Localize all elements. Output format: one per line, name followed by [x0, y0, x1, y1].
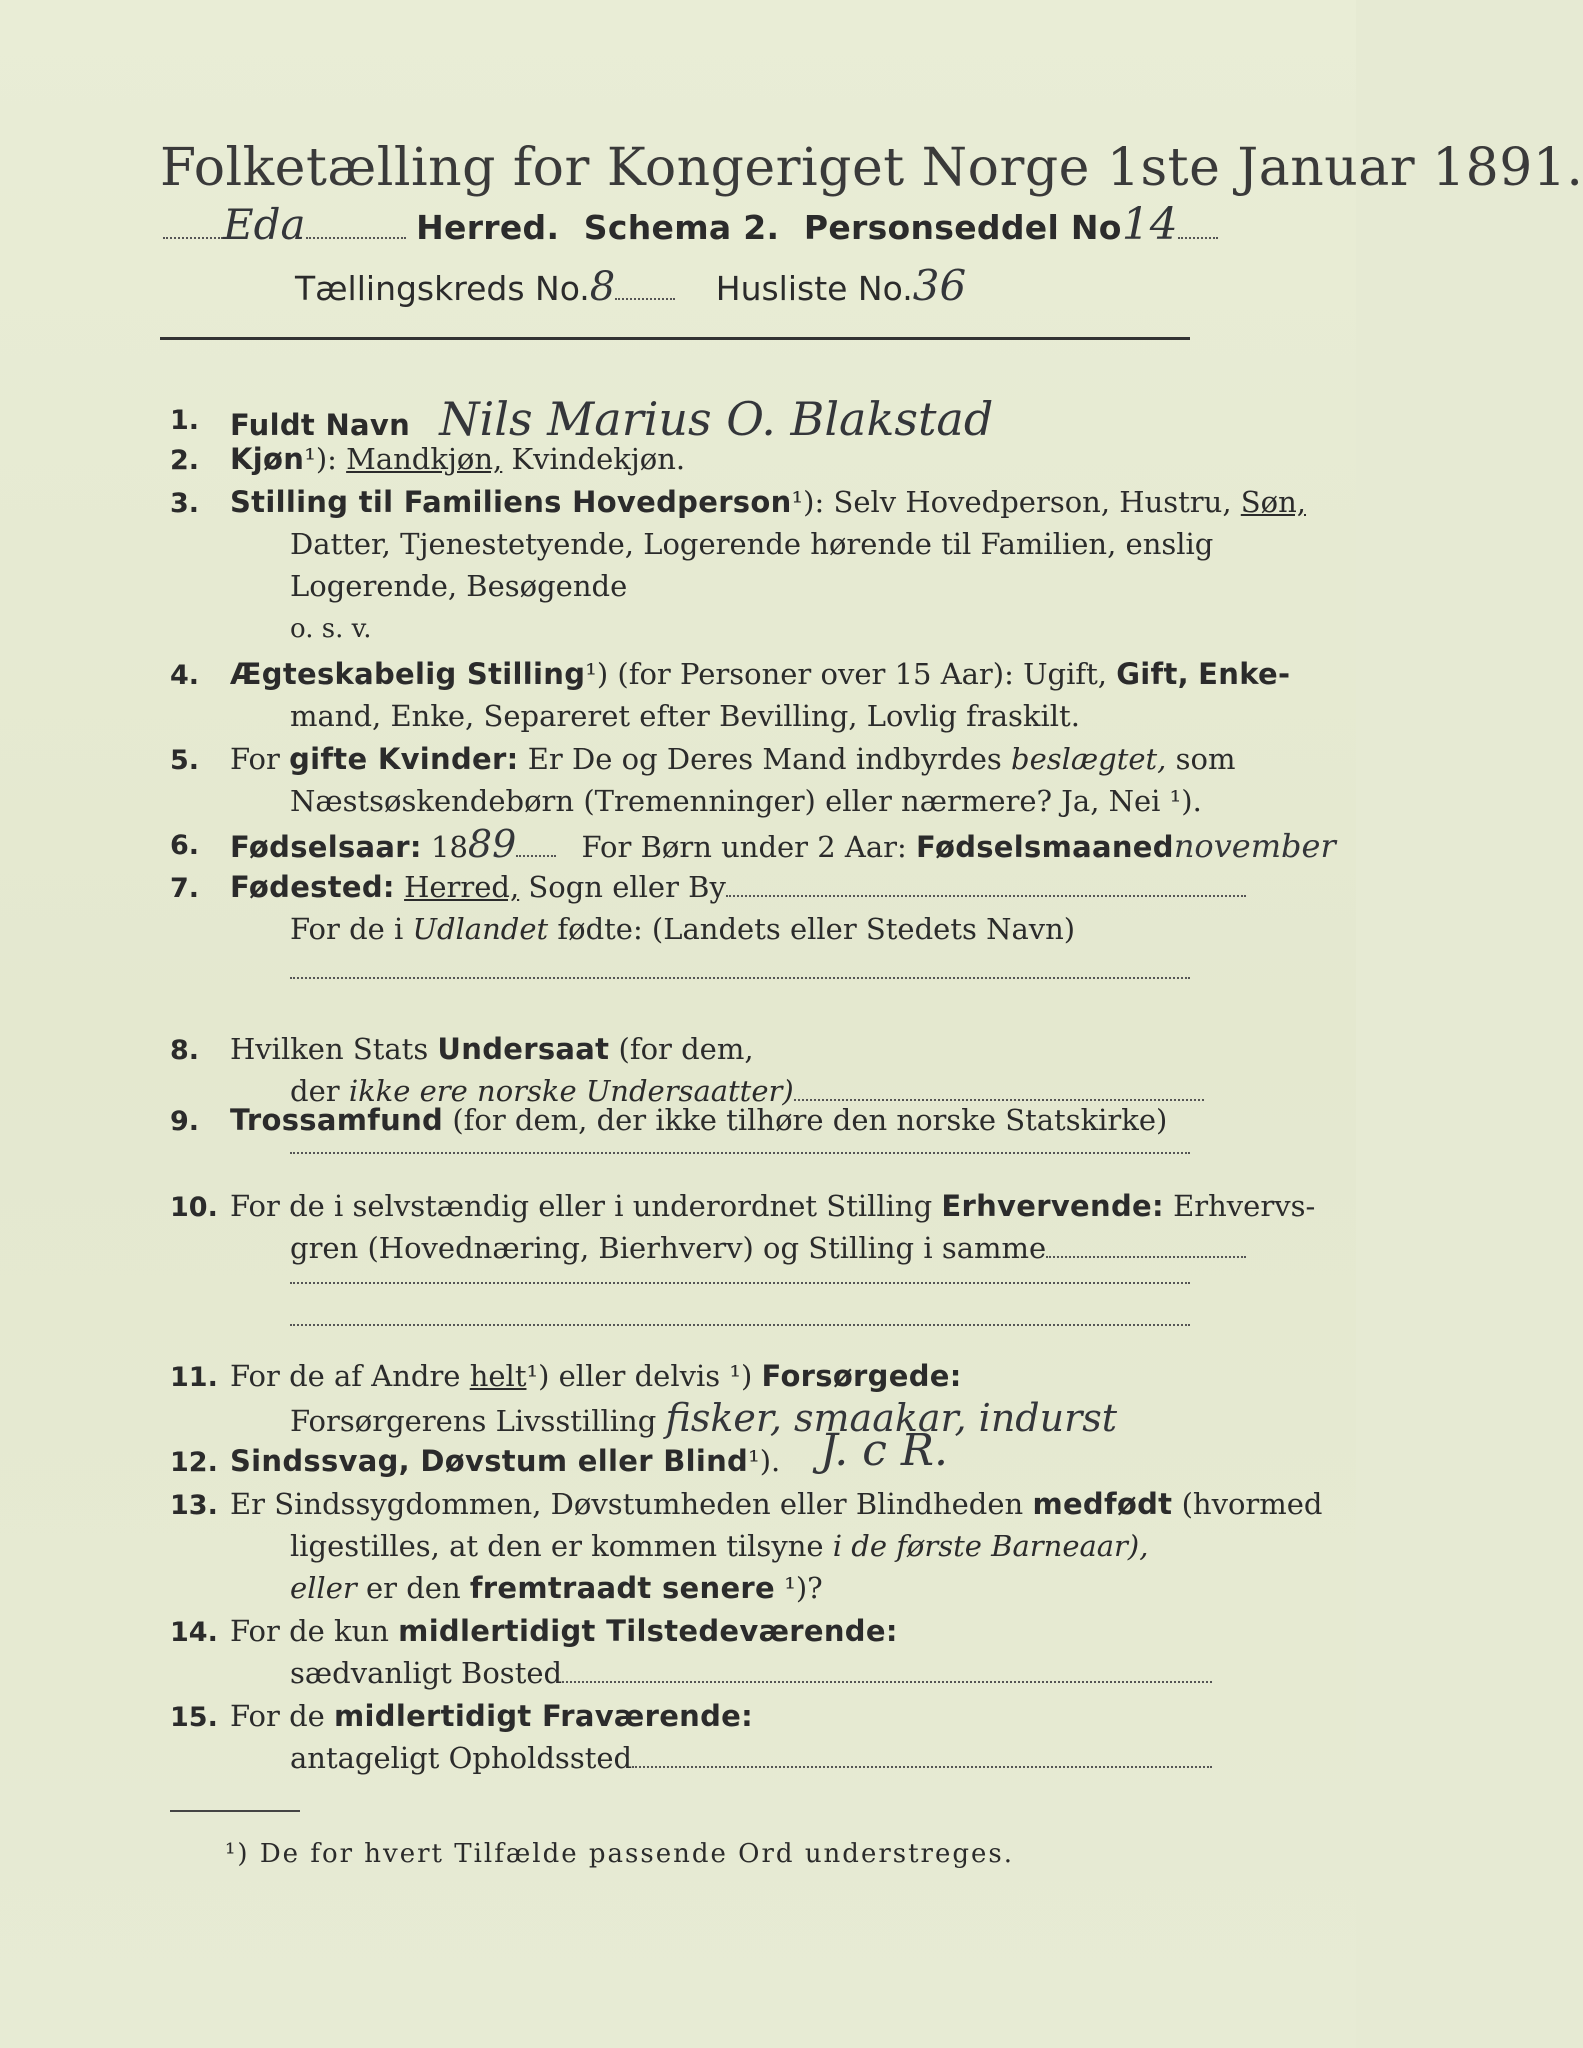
q15-row2: [290, 1739, 1212, 1777]
q10-lead: For de i selvstændig eller i underordnet Stilling: [230, 1189, 933, 1223]
q9-blank-line: [290, 1150, 1190, 1154]
q4-text: ¹) (for Personer over 15 Aar): Ugift,: [585, 657, 1107, 691]
q5-som: som: [1175, 742, 1236, 776]
q1-number: 1.: [170, 405, 200, 436]
q1-value: Nils Marius O. Blakstad: [439, 392, 994, 446]
q12-sup: ¹).: [748, 1444, 781, 1478]
q14-row2: [290, 1654, 1212, 1692]
q8-label: Undersaat: [437, 1032, 610, 1066]
q5-text: Er De og Deres Mand indbyrdes: [527, 742, 1002, 776]
q3-number: 3.: [170, 488, 200, 519]
q13-number: 13.: [170, 1490, 218, 1521]
q11-row1: [230, 1357, 962, 1395]
q4-enke: Enke-: [1198, 657, 1291, 691]
q7-blank-line: [290, 975, 1190, 979]
q10-row2: [290, 1229, 1246, 1267]
q8-number: 8.: [170, 1035, 200, 1066]
q15-label: midlertidigt Fraværende:: [334, 1699, 754, 1733]
q8-l2b: ikke ere norske Undersaatter): [348, 1074, 794, 1108]
q11-number: 11.: [170, 1362, 218, 1393]
q3-row4: o. s. v.: [290, 614, 372, 644]
q6-month-value: november: [1173, 827, 1336, 865]
q8-l1: (for dem,: [618, 1032, 754, 1066]
q6-year-value: 89: [467, 822, 517, 866]
q8-lead: Hvilken Stats: [230, 1032, 429, 1066]
q3-row2: Datter, Tjenestetyende, Logerende hørende til Familien, enslig: [290, 527, 1214, 561]
header-rule: [160, 337, 1190, 340]
herred-label: Herred.: [416, 208, 560, 247]
footnote: ¹) De for hvert Tilfælde passende Ord understreges.: [225, 1839, 1015, 1869]
q3-row1: [230, 483, 1306, 521]
q2-sup: ¹):: [304, 442, 337, 476]
q2-option-mandkjon: Mandkjøn,: [346, 442, 503, 476]
q7-row2: [290, 910, 1075, 948]
q11-mid: ¹) eller delvis ¹): [526, 1359, 753, 1393]
q12-handwritten-mark: J. c R.: [820, 1425, 948, 1476]
personseddel-value: 14: [1121, 199, 1178, 250]
q10-number: 10.: [170, 1192, 218, 1223]
q6-year-prefix: 18: [431, 830, 468, 864]
q13-row3: [290, 1569, 823, 1607]
q13-l3c: ¹)?: [784, 1571, 823, 1605]
q15-l2: antageligt Opholdssted: [290, 1741, 633, 1775]
q2-label: Kjøn: [230, 442, 305, 476]
q15-number: 15.: [170, 1702, 218, 1733]
q12-row: [230, 1442, 780, 1480]
q11-lead: For de af Andre: [230, 1359, 461, 1393]
herred-row: [163, 199, 1218, 250]
husliste-value: 36: [912, 261, 967, 310]
q9-text: (for dem, der ikke tilhøre den norske Statskirke): [452, 1103, 1168, 1137]
q11-label: Forsørgede:: [761, 1359, 962, 1393]
form-title: Folketælling for Kongeriget Norge 1ste Januar 1891.: [160, 138, 1583, 198]
personseddel-label: Personseddel No: [803, 208, 1122, 247]
q9-number: 9.: [170, 1106, 200, 1137]
q10-row1: [230, 1187, 1315, 1225]
q2-row: [230, 440, 685, 478]
q14-l2: sædvanligt Bosted: [290, 1656, 563, 1690]
q5-row1: [230, 740, 1235, 778]
q8-l2a: der: [290, 1074, 340, 1108]
q13-l3b: er den: [365, 1571, 461, 1605]
q13-l2a: ligestilles, at den er kommen tilsyne: [290, 1529, 824, 1563]
q5-lead: For: [230, 742, 280, 776]
q13-fremtraadt: fremtraadt senere: [469, 1571, 775, 1605]
kreds-row: [295, 261, 967, 310]
q6-mid: For Børn under 2 Aar:: [581, 830, 907, 864]
q11-l2: Forsørgerens Livsstilling: [290, 1404, 657, 1438]
q9-row: [230, 1101, 1167, 1139]
q5-beslaegtet: beslægtet,: [1011, 742, 1167, 776]
q10-label: Erhvervende:: [941, 1189, 1164, 1223]
q14-label: midlertidigt Tilstedeværende:: [398, 1614, 898, 1648]
q10-tail: Erhvervs-: [1173, 1189, 1316, 1223]
herred-value: Eda: [223, 200, 306, 249]
q6-row: [230, 822, 1336, 866]
q6-label: Fødselsaar:: [230, 830, 422, 864]
q3-sup: ¹):: [791, 485, 825, 519]
q13-row1: [230, 1485, 1323, 1523]
q7-row1: [230, 868, 1246, 906]
q7-l2b: Udlandet: [412, 912, 549, 946]
q7-l2a: For de i: [290, 912, 404, 946]
q3-label: Stilling til Familiens Hovedperson: [230, 485, 792, 519]
footnote-rule: [170, 1810, 300, 1812]
kreds-value: 8: [589, 264, 616, 310]
q10-l2: gren (Hovednæring, Bierhverv) og Stilling i samme: [290, 1231, 1047, 1265]
q7-number: 7.: [170, 873, 200, 904]
q6-label2: Fødselsmaaned: [916, 830, 1174, 864]
q8-row1: [230, 1030, 754, 1068]
q13-l3a: eller: [290, 1571, 357, 1605]
q12-label: Sindssvag, Døvstum eller Blind: [230, 1444, 749, 1478]
q13-medfodt: medfødt: [1032, 1487, 1173, 1521]
q14-lead: For de kun: [230, 1614, 389, 1648]
q15-lead: For de: [230, 1699, 325, 1733]
q15-row1: [230, 1697, 753, 1735]
q5-number: 5.: [170, 745, 200, 776]
q10-blank-line-1: [290, 1280, 1190, 1284]
q11-value: fisker, smaakar, indurst: [665, 1396, 1118, 1440]
q4-row2: mand, Enke, Separeret efter Bevilling, Lovlig fraskilt.: [290, 699, 1080, 733]
q2-number: 2.: [170, 445, 200, 476]
q13-l2b: i de første Barneaar),: [832, 1529, 1149, 1563]
q2-option-kvindekjon: Kvindekjøn.: [511, 442, 686, 476]
q13-l1a: Er Sindssygdommen, Døvstumheden eller Blindheden: [230, 1487, 1024, 1521]
q4-row1: [230, 655, 1290, 693]
q11-helt: helt: [469, 1359, 527, 1393]
q3-option-son: Søn,: [1240, 485, 1306, 519]
q10-blank-line-2: [290, 1322, 1190, 1326]
q7-option-herred: Herred,: [404, 870, 520, 904]
kreds-label: Tællingskreds No.: [295, 269, 590, 308]
q14-row1: [230, 1612, 898, 1650]
q6-number: 6.: [170, 830, 200, 861]
q14-number: 14.: [170, 1617, 218, 1648]
q4-gift: Gift,: [1116, 657, 1189, 691]
q9-label: Trossamfund: [230, 1103, 444, 1137]
q5-label: gifte Kvinder:: [289, 742, 519, 776]
q1-label: Fuldt Navn: [230, 408, 411, 442]
schema-label: Schema 2.: [583, 208, 780, 247]
q4-label: Ægteskabelig Stilling: [230, 657, 586, 691]
q5-row2: Næstsøskendebørn (Tremenninger) eller nærmere? Ja, Nei ¹).: [290, 784, 1202, 818]
q3-options: Selv Hovedperson, Hustru,: [833, 485, 1232, 519]
husliste-label: Husliste No.: [715, 269, 913, 308]
q1-row: [230, 392, 994, 446]
q4-number: 4.: [170, 660, 200, 691]
q13-l1b: (hvormed: [1181, 1487, 1323, 1521]
q7-l2c: fødte: (Landets eller Stedets Navn): [557, 912, 1076, 946]
q7-rest: Sogn eller By: [528, 870, 726, 904]
q11-row2: [290, 1396, 1118, 1440]
q7-label: Fødested:: [230, 870, 395, 904]
q13-row2: [290, 1527, 1148, 1565]
q12-number: 12.: [170, 1447, 218, 1478]
q3-row3: Logerende, Besøgende: [290, 569, 628, 603]
